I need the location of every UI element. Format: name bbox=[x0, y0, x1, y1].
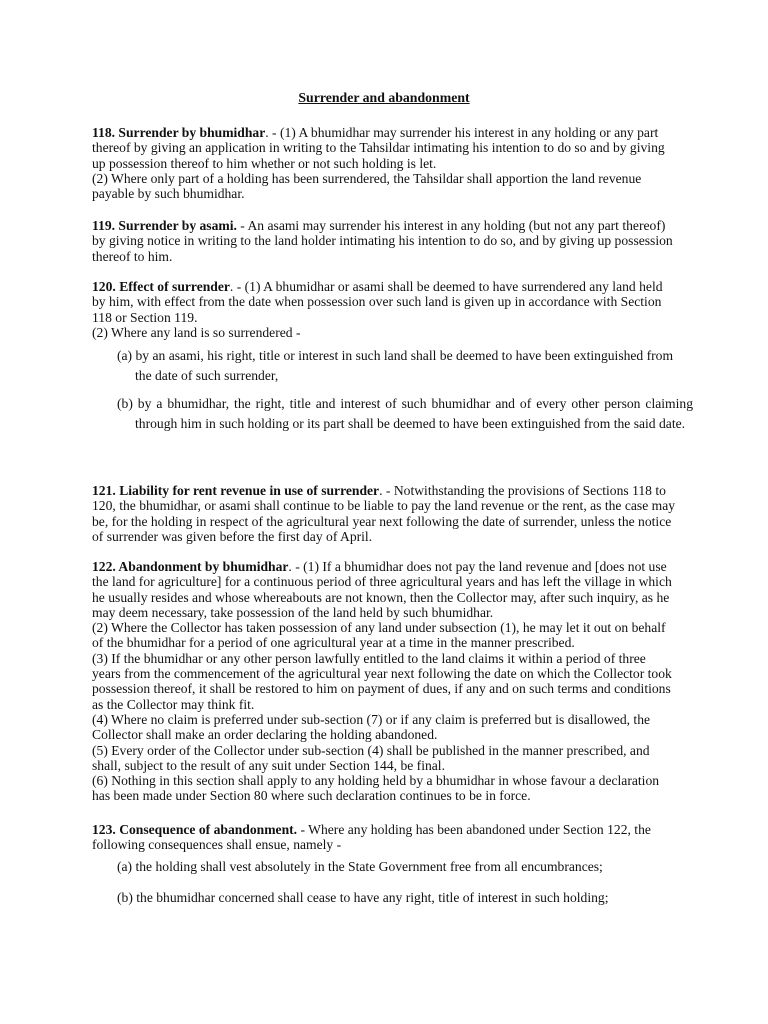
section-119-heading: 119. Surrender by asami. bbox=[92, 218, 237, 233]
section-123 bbox=[92, 822, 676, 853]
section-118-para-1: . - (1) A bhumidhar may surrender his interest in any holding or any part thereof by giving an application in writing to the Tahsildar intimating his intention to do so and by giving up possession thereof to him whether or not such holding is let. bbox=[92, 125, 665, 171]
section-122 bbox=[92, 559, 676, 804]
section-118 bbox=[92, 125, 676, 201]
page-title: Surrender and abandonment bbox=[298, 90, 470, 105]
section-120-heading: 120. Effect of surrender bbox=[92, 279, 230, 294]
section-120-clause-a: (a) by an asami, his right, title or interest in such land shall be deemed to have been extinguished from the date of such surrender, bbox=[117, 348, 674, 383]
section-122-para-3: (3) If the bhumidhar or any other person lawfully entitled to the land claims it within a period of three years from the commencement of the agricultural year next following the date on which the Collector took possession thereof, it shall be restored to him on payment of dues, if any and on such terms and conditions as the Collector may think fit. bbox=[92, 650, 672, 712]
section-122-para-5: (5) Every order of the Collector under sub-section (4) shall be published in the manner prescribed, and shall, subject to the result of any suit under Section 144, be final. bbox=[92, 742, 650, 773]
section-123-heading: 123. Consequence of abandonment. bbox=[92, 822, 298, 837]
section-121-heading: 121. Liability for rent revenue in use of surrender bbox=[92, 483, 380, 498]
section-122-para-4: (4) Where no claim is preferred under sub-section (7) or if any claim is preferred but is disallowed, the Collector shall make an order declaring the holding abandoned. bbox=[92, 711, 651, 743]
section-122-para-2: (2) Where the Collector has taken possession of any land under subsection (1), he may let it out on behalf of the bhumidhar for a period of one agricultural year at a time in the manner prescribed. bbox=[92, 620, 666, 651]
section-120-para-2: (2) Where any land is so surrendered - bbox=[92, 324, 301, 340]
section-119 bbox=[92, 218, 676, 264]
section-121-para-1: . - Notwithstanding the provisions of Sections 118 to 120, the bhumidhar, or asami shall continue to be liable to pay the land revenue or the rent, as the case may be, for the holding in respect of the agricultural year next following the date of surrender, unless the notice of surrender was given before the first day of April. bbox=[92, 483, 676, 544]
section-122-para-1: . - (1) If a bhumidhar does not pay the land revenue and [does not use the land for agriculture] for a continuous period of three agricultural years and has left the village in which he usually resides and whose whereabouts are not known, then the Collector may, after such inquiry, as he may deem necessary, take possession of the land held by such bhumidhar. bbox=[92, 559, 672, 620]
section-120-para-1: . - (1) A bhumidhar or asami shall be deemed to have surrendered any land held by him, with effect from the date when possession over such land is given up in accordance with Section 118 or Section 119. bbox=[92, 279, 663, 325]
section-121 bbox=[92, 483, 676, 544]
section-119-para-1: - An asami may surrender his interest in any holding (but not any part thereof) by giving notice in writing to the land holder intimating his intention to do so, and by giving up possession thereof to him. bbox=[92, 218, 673, 264]
section-123-para-1: - Where any holding has been abandoned under Section 122, the following consequences shall ensue, namely - bbox=[92, 822, 651, 853]
section-120 bbox=[92, 279, 676, 340]
section-120-clause-b: (b) by a bhumidhar, the right, title and interest of such bhumidhar and of every other person claiming through him in such holding or its part shall be deemed to have been extinguished from the said date. bbox=[117, 396, 693, 431]
section-123-clause-a: (a) the holding shall vest absolutely in the State Government free from all encumbrances; bbox=[117, 859, 603, 874]
section-123-clause-b: (b) the bhumidhar concerned shall cease to have any right, title of interest in such holding; bbox=[117, 890, 609, 905]
section-122-para-6: (6) Nothing in this section shall apply to any holding held by a bhumidhar in whose favour a declaration has been made under Section 80 where such declaration continues to be in force. bbox=[92, 773, 660, 804]
section-122-heading: 122. Abandonment by bhumidhar bbox=[92, 559, 289, 574]
section-118-para-2: (2) Where only part of a holding has been surrendered, the Tahsildar shall apportion the land revenue payable by such bhumidhar. bbox=[92, 170, 642, 202]
section-118-heading: 118. Surrender by bhumidhar bbox=[92, 125, 266, 140]
